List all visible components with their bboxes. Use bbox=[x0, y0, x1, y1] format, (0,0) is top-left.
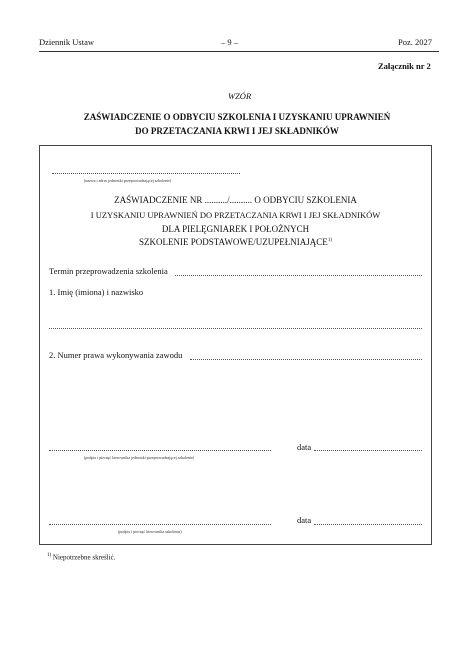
signature-2-caption: (podpis i pieczęć kierownika szkolenia) bbox=[118, 529, 182, 534]
date-2-dotted-line bbox=[314, 524, 422, 525]
footnote bbox=[47, 553, 116, 561]
organizer-caption: (nazwa i adres jednostki przeprowadzającej szkolenie) bbox=[84, 178, 172, 183]
license-field-label: 2. Numer prawa wykonywania zawodu bbox=[49, 350, 183, 360]
template-label: WZÓR bbox=[228, 91, 252, 101]
signature-1-dotted-line bbox=[49, 450, 271, 451]
position-number: Poz. 2027 bbox=[398, 37, 432, 47]
footnote-text: Niepotrzebne skreślić. bbox=[52, 553, 116, 562]
organizer-dotted-line bbox=[52, 173, 240, 174]
name-dotted-line bbox=[49, 328, 422, 329]
certificate-line-4 bbox=[39, 237, 432, 247]
date-1-dotted-line bbox=[314, 450, 422, 451]
name-field-label: 1. Imię (imiona) i nazwisko bbox=[49, 287, 144, 297]
header-rule bbox=[39, 51, 439, 52]
document-title-line1: ZAŚWIADCZENIE O ODBYCIU SZKOLENIA I UZYSKANIU UPRAWNIEŃ bbox=[83, 112, 391, 122]
page-number: – 9 – bbox=[221, 37, 238, 47]
annex-label: Załącznik nr 2 bbox=[378, 61, 431, 71]
certificate-line-3: DLA PIELĘGNIAREK I POŁOŻNYCH bbox=[161, 224, 310, 234]
journal-name: Dziennik Ustaw bbox=[39, 37, 95, 47]
footnote-marker: 1) bbox=[47, 553, 52, 558]
certificate-form-frame bbox=[39, 145, 432, 545]
date-label-1: data bbox=[297, 442, 312, 452]
certificate-line-2: I UZYSKANIU UPRAWNIEŃ DO PRZETACZANIA KRWI I JEJ SKŁADNIKÓW bbox=[90, 210, 381, 220]
term-dotted-line bbox=[175, 275, 422, 276]
term-label: Termin przeprowadzenia szkolenia bbox=[49, 266, 168, 276]
date-label-2: data bbox=[297, 515, 312, 525]
document-title-line2: DO PRZETACZANIA KRWI I JEJ SKŁADNIKÓW bbox=[135, 126, 339, 136]
footnote-reference: 1) bbox=[327, 238, 332, 243]
certificate-line-1: ZAŚWIADCZENIE NR ........../.......... O ODBYCIU SZKOLENIA bbox=[114, 195, 357, 205]
license-dotted-line bbox=[190, 359, 422, 360]
certificate-training-type: SZKOLENIE PODSTAWOWE/UZUPEŁNIAJĄCE bbox=[139, 237, 328, 247]
signature-2-dotted-line bbox=[49, 524, 271, 525]
signature-1-caption: (podpis i pieczęć kierownika jednostki przeprowadzającej szkolenie) bbox=[84, 455, 195, 460]
